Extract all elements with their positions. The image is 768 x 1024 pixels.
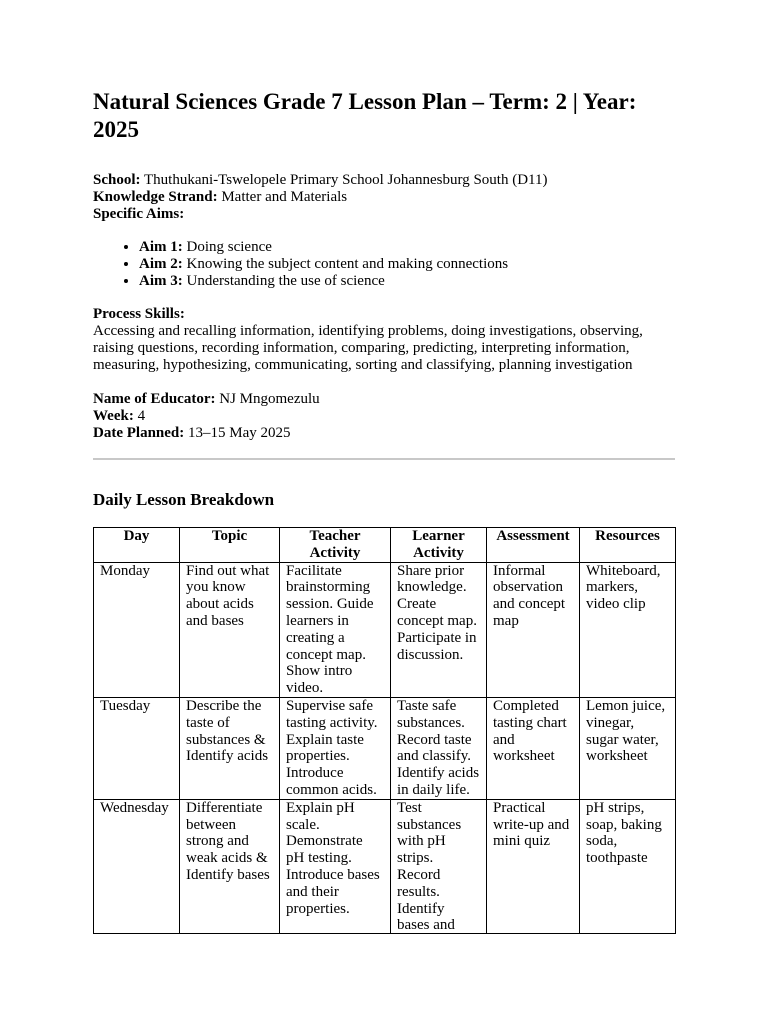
aim-item: • Aim 1: Doing science: [139, 239, 675, 256]
cell-learner-activity-text: Test substances with pH strips. Record results. Identify bases and: [397, 799, 462, 933]
aims-heading: Specific Aims:: [93, 206, 185, 222]
date-planned-value: 13–15 May 2025: [188, 425, 291, 441]
cell-learner-activity: [391, 799, 487, 933]
educator-value: NJ Mngomezulu: [219, 391, 320, 407]
table-row: [94, 562, 676, 697]
school-value: Thuthukani-Tswelopele Primary School Johannesburg South (D11): [144, 172, 548, 188]
cell-topic: Find out what you know about acids and bases: [180, 562, 280, 697]
strand-line: [93, 189, 675, 206]
date-planned-line: [93, 425, 675, 442]
educator-label: Name of Educator:: [93, 391, 216, 407]
cell-assessment: Completed tasting chart and worksheet: [487, 697, 580, 799]
educator-line: [93, 391, 675, 408]
table-row: [94, 799, 676, 933]
cell-teacher-activity: Explain pH scale. Demonstrate pH testing. Introduce bases and their properties.: [280, 799, 391, 933]
aim-item: • Aim 3: Understanding the use of science: [139, 273, 675, 290]
lesson-breakdown-table: [93, 527, 676, 934]
cell-resources: Lemon juice, vinegar, sugar water, worksheet: [580, 697, 676, 799]
aims-list: [93, 239, 675, 290]
header-assessment: Assessment: [487, 528, 580, 563]
cell-day: Monday: [94, 562, 180, 697]
cell-topic: Differentiate between strong and weak acids & Identify bases: [180, 799, 280, 933]
school-label: School:: [93, 172, 141, 188]
cell-resources: Whiteboard, markers, video clip: [580, 562, 676, 697]
date-planned-label: Date Planned:: [93, 425, 185, 441]
table-header-row: [94, 528, 676, 563]
page-title: Natural Sciences Grade 7 Lesson Plan – Term: 2 | Year: 2025: [93, 89, 637, 142]
cell-day: Tuesday: [94, 697, 180, 799]
cell-assessment: Practical write-up and mini quiz: [487, 799, 580, 933]
week-line: [93, 408, 675, 425]
table-row: [94, 697, 676, 799]
cell-topic: Describe the taste of substances & Identify acids: [180, 697, 280, 799]
header-day: Day: [94, 528, 180, 563]
week-value: 4: [137, 408, 146, 424]
week-label: Week:: [93, 408, 134, 424]
section-divider: [93, 458, 675, 460]
school-line: [93, 172, 675, 189]
header-teacher-activity: Teacher Activity: [280, 528, 391, 563]
strand-value: Matter and Materials: [221, 189, 348, 205]
strand-label: Knowledge Strand:: [93, 189, 218, 205]
skills-heading: Process Skills:: [93, 306, 185, 322]
header-resources: Resources: [580, 528, 676, 563]
cell-teacher-activity: Facilitate brainstorming session. Guide learners in creating a concept map. Show intro video.: [280, 562, 391, 697]
cell-learner-activity: Taste safe substances. Record taste and classify. Identify acids in daily life.: [391, 697, 487, 799]
header-learner-activity: Learner Activity: [391, 528, 487, 563]
header-topic: Topic: [180, 528, 280, 563]
cell-teacher-activity: Supervise safe tasting activity. Explain taste properties. Introduce common acids.: [280, 697, 391, 799]
lesson-plan-page: [93, 88, 675, 934]
cell-day: Wednesday: [94, 799, 180, 933]
cell-learner-activity: Share prior knowledge. Create concept map. Participate in discussion.: [391, 562, 487, 697]
skills-text: Accessing and recalling information, identifying problems, doing investigations, observing, raising questions, recording information, comparing, predicting, interpreting information, measuring, hypothesizing, communicating, sorting and classifying, planning investigation: [93, 323, 643, 373]
breakdown-heading: Daily Lesson Breakdown: [93, 490, 275, 509]
cell-resources: pH strips, soap, baking soda, toothpaste: [580, 799, 676, 933]
aim-item: • Aim 2: Knowing the subject content and making connections: [139, 256, 675, 273]
cell-assessment: Informal observation and concept map: [487, 562, 580, 697]
